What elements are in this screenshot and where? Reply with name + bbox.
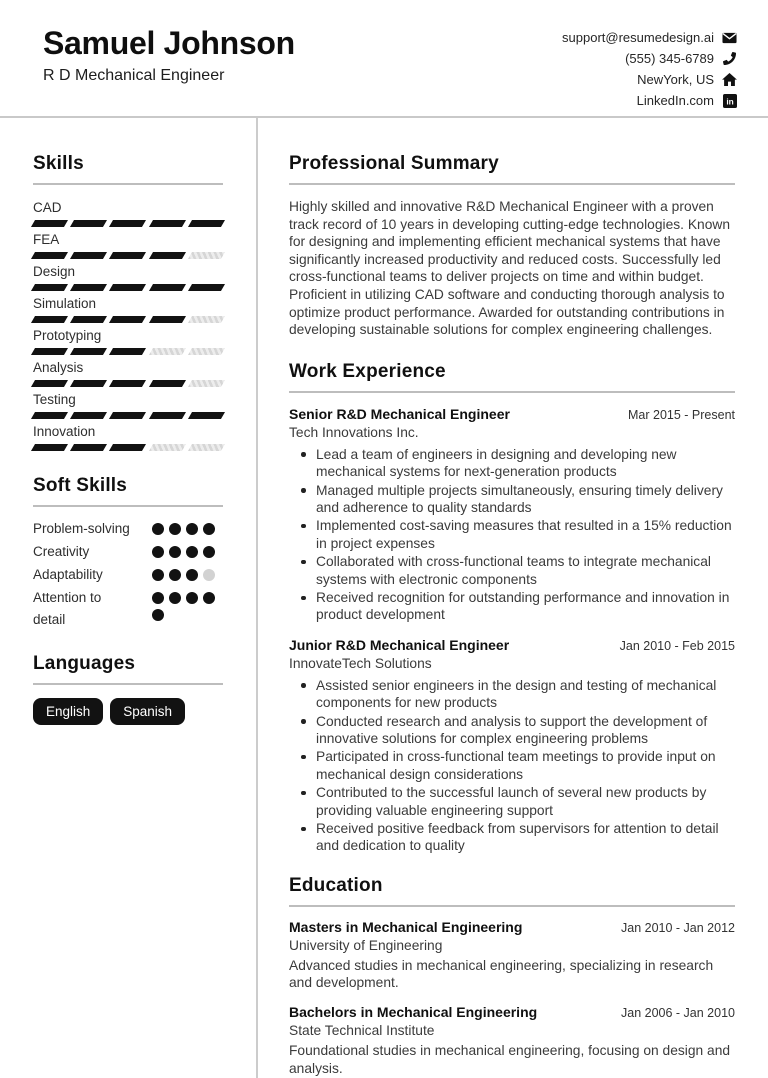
skill-dot [186, 523, 198, 535]
job-bullet: Contributed to the successful launch of several new products by providing valuable engineering support [301, 784, 735, 819]
job-bullets [289, 677, 735, 855]
skill-dot [203, 523, 215, 535]
skill-bar-segment [188, 316, 225, 323]
skill-bar [33, 252, 223, 259]
skill-label: Testing [33, 392, 76, 407]
skill-bar-segment [109, 316, 146, 323]
skill-bar [33, 284, 223, 291]
svg-text:in: in [725, 96, 734, 106]
skill-item [33, 327, 223, 355]
job-item [289, 637, 735, 855]
job-date: Jan 2010 - Feb 2015 [619, 638, 735, 653]
linkedin-icon [722, 93, 737, 108]
soft-skill-item [33, 541, 223, 563]
skill-dot [152, 546, 164, 558]
soft-skill-label: Adaptability [33, 567, 103, 582]
soft-skill-dots [152, 518, 216, 540]
education-description: Advanced studies in mechanical engineering, specializing in research and development. [289, 957, 714, 991]
language-pill: English [33, 698, 103, 725]
sidebar [0, 118, 258, 1078]
school-name: University of Engineering [289, 937, 443, 953]
languages-list [33, 698, 223, 725]
job-bullet: Collaborated with cross-functional teams to integrate mechanical systems with electronic components [301, 553, 735, 588]
home-icon [722, 72, 737, 87]
soft-skill-label: Problem-solving [33, 521, 130, 536]
job-bullet: Lead a team of engineers in designing and developing new mechanical systems for next-generation products [301, 446, 735, 481]
contact-row[interactable] [562, 48, 737, 69]
skill-bar-segment [31, 316, 68, 323]
skill-bar [33, 444, 223, 451]
soft-skill-dots [152, 587, 216, 631]
job-bullet: Managed multiple projects simultaneously, ensuring timely delivery and adherence to quality standards [301, 482, 735, 517]
skill-bar-segment [149, 316, 186, 323]
education-item [289, 1004, 735, 1077]
education-date: Jan 2010 - Jan 2012 [621, 920, 735, 935]
skill-bar-segment [31, 252, 68, 259]
job-title-subtitle: R D Mechanical Engineer [43, 67, 225, 84]
skill-dot [169, 523, 181, 535]
professional-summary-text: Highly skilled and innovative R&D Mechanical Engineer with a proven track record of 10 years in developing cutting-edge technologies. Known for designing and implementing efficient mechanical systems that have significantly increased productivity and reduced costs. Successfully led cross-functional teams to deliver projects on time and within budget. Proficient in utilizing CAD software and conducting thorough analysis to optimize product performance. Awarded for outstanding contributions in developing sustainable solutions for complex engineering challenges. [289, 199, 731, 338]
skill-bar-segment [149, 412, 186, 419]
skill-bar-segment [70, 220, 107, 227]
skill-bar-segment [70, 412, 107, 419]
skill-bar-segment [109, 444, 146, 451]
education-heading: Education [289, 875, 735, 907]
person-name: Samuel Johnson [43, 25, 295, 61]
skill-bar [33, 348, 223, 355]
skill-bar-segment [109, 348, 146, 355]
skill-bar [33, 316, 223, 323]
soft-skill-dots [152, 564, 216, 586]
skill-bar-segment [70, 444, 107, 451]
skill-item [33, 231, 223, 259]
education-header [289, 919, 735, 935]
soft-skill-item [33, 587, 223, 631]
skill-dot [152, 609, 164, 621]
skill-bar-segment [149, 220, 186, 227]
job-item [289, 406, 735, 624]
job-date: Mar 2015 - Present [628, 407, 735, 422]
skill-dot [203, 569, 215, 581]
job-header [289, 637, 735, 653]
skill-bar-segment [188, 220, 225, 227]
job-bullets [289, 446, 735, 624]
job-title: Junior R&D Mechanical Engineer [289, 636, 510, 653]
skill-bar-segment [109, 412, 146, 419]
job-header [289, 406, 735, 422]
skill-bar-segment [109, 380, 146, 387]
contact-row[interactable] [562, 90, 737, 111]
job-bullet: Assisted senior engineers in the design and testing of mechanical components for new products [301, 677, 735, 712]
skill-bar-segment [31, 284, 68, 291]
languages-heading: Languages [33, 653, 223, 685]
education-header [289, 1004, 735, 1020]
professional-summary-heading: Professional Summary [289, 153, 735, 185]
skill-dot [203, 592, 215, 604]
jobs-container [289, 406, 735, 855]
school-name: State Technical Institute [289, 1023, 435, 1039]
skill-label: FEA [33, 232, 60, 247]
resume-header [0, 0, 768, 118]
skill-bar-segment [149, 444, 186, 451]
skill-bar-segment [70, 316, 107, 323]
contact-text: NewYork, US [637, 72, 714, 87]
resume-body [0, 118, 768, 1078]
contact-block [562, 27, 737, 111]
education-description: Foundational studies in mechanical engineering, focusing on design and analysis. [289, 1043, 731, 1076]
job-bullet: Participated in cross-functional team meetings to provide input on mechanical design considerations [301, 748, 735, 783]
skill-bar-segment [188, 444, 225, 451]
job-bullet: Implemented cost-saving measures that resulted in a 15% reduction in project expenses [301, 517, 735, 552]
skill-bar-segment [149, 348, 186, 355]
skill-bar-segment [70, 284, 107, 291]
skill-label: CAD [33, 200, 62, 215]
skill-item [33, 199, 223, 227]
job-bullet: Received positive feedback from supervisors for attention to detail and dedication to quality [301, 820, 735, 855]
skill-bar-segment [31, 412, 68, 419]
work-experience-heading: Work Experience [289, 361, 735, 393]
main-column [258, 118, 768, 1078]
skill-dot [169, 569, 181, 581]
envelope-icon [722, 30, 737, 45]
skill-item [33, 295, 223, 323]
skill-bar-segment [188, 284, 225, 291]
skill-dot [186, 546, 198, 558]
soft-skill-item [33, 518, 223, 540]
skill-item [33, 391, 223, 419]
skill-bar [33, 220, 223, 227]
job-title: Senior R&D Mechanical Engineer [289, 405, 510, 422]
skill-dot [186, 592, 198, 604]
soft-skill-dots [152, 541, 216, 563]
skill-dot [152, 592, 164, 604]
contact-text[interactable]: LinkedIn.com [636, 93, 714, 108]
education-item [289, 919, 735, 992]
soft-skill-label: Creativity [33, 544, 90, 559]
skill-dot [152, 523, 164, 535]
skills-heading: Skills [33, 153, 223, 185]
skill-label: Prototyping [33, 328, 102, 343]
degree-title: Bachelors in Mechanical Engineering [289, 1004, 538, 1021]
job-bullet: Conducted research and analysis to support the development of innovative solutions for complex engineering problems [301, 713, 735, 748]
skill-bar [33, 412, 223, 419]
skill-bar-segment [31, 348, 68, 355]
skill-bar-segment [109, 284, 146, 291]
skill-label: Analysis [33, 360, 84, 375]
skills-list [33, 199, 223, 451]
skill-bar-segment [149, 284, 186, 291]
skill-bar-segment [70, 252, 107, 259]
skill-dot [169, 546, 181, 558]
job-company: Tech Innovations Inc. [289, 424, 419, 440]
skill-item [33, 359, 223, 387]
soft-skills-list [33, 518, 223, 631]
skill-bar-segment [149, 252, 186, 259]
contact-row[interactable] [562, 27, 737, 48]
skill-bar-segment [188, 252, 225, 259]
skill-label: Design [33, 264, 76, 279]
skill-bar-segment [31, 220, 68, 227]
skill-bar-segment [109, 252, 146, 259]
skill-bar [33, 380, 223, 387]
skill-bar-segment [31, 444, 68, 451]
skill-bar-segment [70, 380, 107, 387]
education-date: Jan 2006 - Jan 2010 [621, 1006, 735, 1021]
phone-icon [722, 51, 737, 66]
skill-dot [203, 546, 215, 558]
skill-label: Simulation [33, 296, 97, 311]
degree-title: Masters in Mechanical Engineering [289, 918, 523, 935]
skill-bar-segment [31, 380, 68, 387]
soft-skill-label: Attention to detail [33, 590, 102, 627]
skill-bar-segment [188, 348, 225, 355]
skill-label: Innovation [33, 424, 96, 439]
skill-bar-segment [109, 220, 146, 227]
education-container [289, 919, 735, 1077]
skill-bar-segment [70, 348, 107, 355]
skill-bar-segment [188, 380, 225, 387]
job-bullet: Received recognition for outstanding performance and innovation in product development [301, 589, 735, 624]
soft-skill-item [33, 564, 223, 586]
skill-dot [152, 569, 164, 581]
soft-skills-heading: Soft Skills [33, 475, 223, 507]
skill-item [33, 423, 223, 451]
skill-dot [186, 569, 198, 581]
language-pill: Spanish [110, 698, 185, 725]
skill-bar-segment [149, 380, 186, 387]
skill-dot [169, 592, 181, 604]
contact-row [562, 69, 737, 90]
job-company: InnovateTech Solutions [289, 655, 432, 671]
contact-text[interactable]: support@resumedesign.ai [562, 30, 714, 45]
contact-text[interactable]: (555) 345-6789 [625, 51, 714, 66]
skill-item [33, 263, 223, 291]
skill-bar-segment [188, 412, 225, 419]
